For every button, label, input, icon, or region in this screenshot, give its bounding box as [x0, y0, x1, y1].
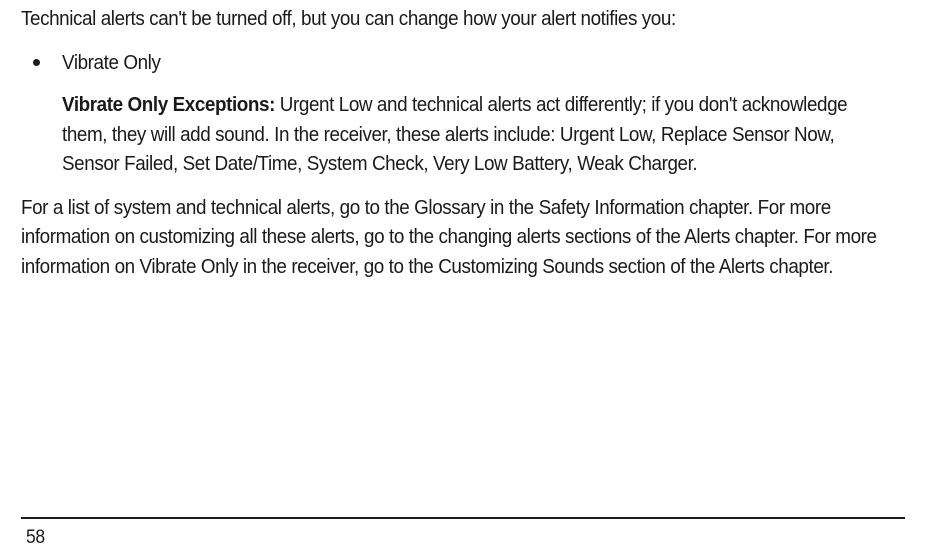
bullet-label: Vibrate Only	[62, 50, 161, 74]
closing-paragraph: For a list of system and technical alerts, go to the Glossary in the Safety Information chapter. For more information on customizing all these alerts, go to the changing alerts sections of the Alerts chapter. For more information on Vibrate Only in the receiver, go to the Customizing Sounds section of the Alerts chapter.	[21, 195, 877, 278]
intro-paragraph: Technical alerts can't be turned off, but you can change how your alert notifies you:	[21, 7, 676, 30]
exceptions-text: Urgent Low and technical alerts act differently; if you don't acknowledge them, they will add sound. In the receiver, these alerts include: Urgent Low, Replace Sensor Now, Sensor Failed, Set Date/Time, System Check, Very Low Battery, Weak Charger.	[62, 93, 848, 175]
vibrate-only-exceptions	[21, 90, 921, 179]
page-number: 58	[26, 527, 45, 548]
exceptions-label: Vibrate Only Exceptions:	[62, 93, 275, 116]
alert-options-list	[21, 48, 921, 78]
document-body	[21, 4, 921, 281]
exceptions-paragraph	[62, 90, 890, 179]
footer-divider	[21, 517, 905, 519]
bullet-dot-icon	[33, 59, 40, 66]
list-item-vibrate-only	[21, 48, 921, 78]
